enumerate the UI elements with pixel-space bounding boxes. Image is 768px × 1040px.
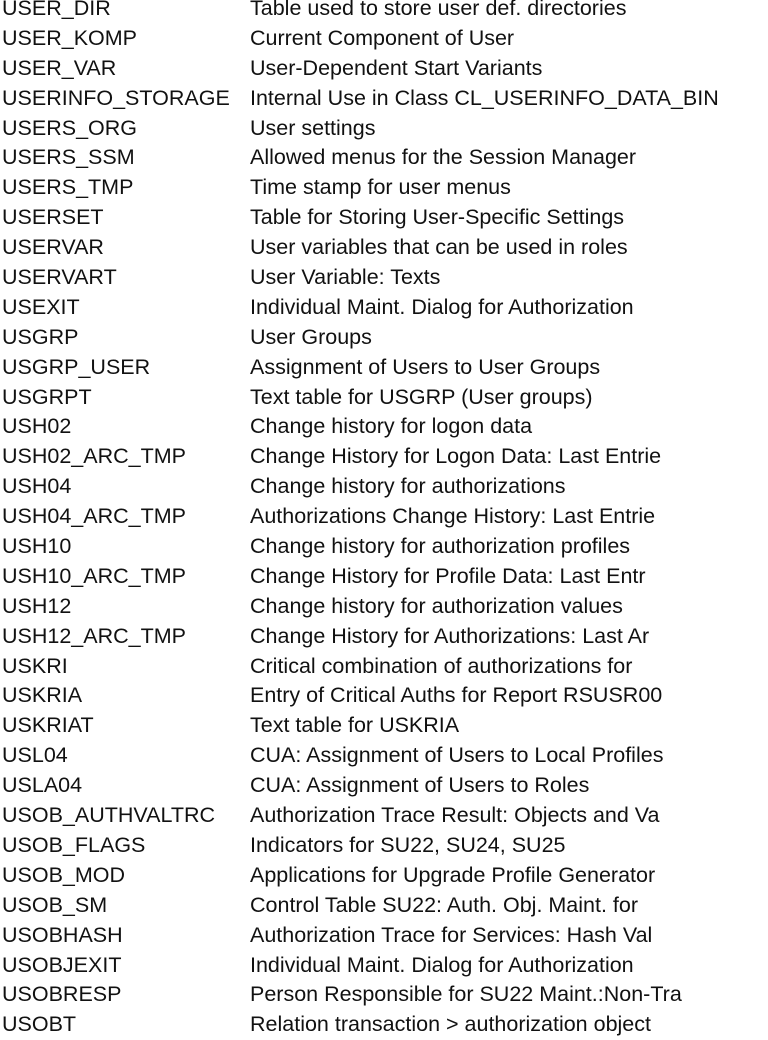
table-row xyxy=(0,652,768,682)
table-name: USKRIAT xyxy=(2,713,94,738)
table-description: Allowed menus for the Session Manager xyxy=(250,145,637,170)
table-description: Change history for authorization profiles xyxy=(250,534,631,559)
table-row xyxy=(0,143,768,173)
table-name: USERVART xyxy=(2,265,117,290)
table-description: Change history for authorization values xyxy=(250,593,623,618)
table-name: USKRIA xyxy=(2,683,83,708)
table-name: USH02_ARC_TMP xyxy=(2,444,186,469)
table-row xyxy=(0,980,768,1010)
table-description: Authorization Trace Result: Objects and Va xyxy=(250,803,660,828)
table-row xyxy=(0,801,768,831)
table-description: Table for Storing User-Specific Settings xyxy=(250,205,625,230)
table-name: USOBHASH xyxy=(2,922,123,947)
table-row xyxy=(0,681,768,711)
table-description: Change history for authorizations xyxy=(250,474,566,499)
table-description: User settings xyxy=(250,115,376,140)
table-name: USH12_ARC_TMP xyxy=(2,623,186,648)
table-row xyxy=(0,442,768,472)
table-name: USEXIT xyxy=(2,294,80,319)
table-description: User-Dependent Start Variants xyxy=(250,55,543,80)
table-name: USKRI xyxy=(2,653,68,678)
table-name: USOBRESP xyxy=(2,982,122,1007)
table-row xyxy=(0,24,768,54)
table-name: USERVAR xyxy=(2,235,104,260)
table-name: USH12 xyxy=(2,593,72,618)
table-row xyxy=(0,54,768,84)
table-name: USERS_ORG xyxy=(2,115,138,140)
table-description: User Variable: Texts xyxy=(250,265,441,290)
table-name: USOBJEXIT xyxy=(2,952,122,977)
table-description: Authorizations Change History: Last Entrie xyxy=(250,504,656,529)
table-description: Change History for Authorizations: Last Ar xyxy=(250,623,650,648)
table-description: Individual Maint. Dialog for Authorization xyxy=(250,294,634,319)
table-row xyxy=(0,831,768,861)
table-row xyxy=(0,323,768,353)
table-name: USER_KOMP xyxy=(2,25,138,50)
table-name: USH10 xyxy=(2,534,72,559)
table-name: USOB_AUTHVALTRC xyxy=(2,803,216,828)
table-row xyxy=(0,532,768,562)
table-name: USERS_TMP xyxy=(2,175,134,200)
table-name: USERINFO_STORAGE xyxy=(2,85,230,110)
table-description: User Groups xyxy=(250,324,372,349)
table-description: Table used to store user def. directories xyxy=(250,0,627,20)
table-description: Time stamp for user menus xyxy=(250,175,511,200)
table-row xyxy=(0,263,768,293)
table-description: CUA: Assignment of Users to Roles xyxy=(250,773,590,798)
table-row xyxy=(0,921,768,951)
table-name: USERSET xyxy=(2,205,104,230)
table-row xyxy=(0,203,768,233)
table-description: Change History for Profile Data: Last Entr xyxy=(250,563,646,588)
table-name: USH04_ARC_TMP xyxy=(2,504,186,529)
table-name: USGRPT xyxy=(2,384,92,409)
table-description: Entry of Critical Auths for Report RSUSR00 xyxy=(250,683,663,708)
table-description: Change history for logon data xyxy=(250,414,533,439)
table-row xyxy=(0,353,768,383)
table-name: USOB_FLAGS xyxy=(2,832,146,857)
table-name: USER_DIR xyxy=(2,0,111,20)
table-row xyxy=(0,412,768,442)
table-row xyxy=(0,951,768,981)
table-row xyxy=(0,0,768,24)
table-name: USOB_SM xyxy=(2,892,108,917)
table-description: Assignment of Users to User Groups xyxy=(250,354,601,379)
table-description: Relation transaction > authorization object xyxy=(250,1012,651,1037)
table-description: CUA: Assignment of Users to Local Profiles xyxy=(250,743,664,768)
table-description: Text table for USGRP (User groups) xyxy=(250,384,593,409)
table-row xyxy=(0,562,768,592)
table-row xyxy=(0,592,768,622)
table-name: USLA04 xyxy=(2,773,83,798)
table-name: USOB_MOD xyxy=(2,862,126,887)
table-description: Indicators for SU22, SU24, SU25 xyxy=(250,832,566,857)
table-description: Change History for Logon Data: Last Entrie xyxy=(250,444,662,469)
table-row xyxy=(0,891,768,921)
table-description: Individual Maint. Dialog for Authorization xyxy=(250,952,634,977)
table-row xyxy=(0,472,768,502)
table-description: Critical combination of authorizations for xyxy=(250,653,633,678)
table-name: USH10_ARC_TMP xyxy=(2,563,186,588)
table-description: Applications for Upgrade Profile Generator xyxy=(250,862,656,887)
table-name: USGRP_USER xyxy=(2,354,151,379)
table-row xyxy=(0,771,768,801)
table-row xyxy=(0,383,768,413)
table-name: USL04 xyxy=(2,743,68,768)
table-description: Internal Use in Class CL_USERINFO_DATA_BIN xyxy=(250,85,719,110)
table-row xyxy=(0,173,768,203)
table-row xyxy=(0,114,768,144)
table-description: Person Responsible for SU22 Maint.:Non-Tra xyxy=(250,982,682,1007)
table-name: USGRP xyxy=(2,324,79,349)
table-description: Authorization Trace for Services: Hash Val xyxy=(250,922,653,947)
table-name: USERS_SSM xyxy=(2,145,135,170)
table-name: USH04 xyxy=(2,474,72,499)
table-row xyxy=(0,293,768,323)
table-row xyxy=(0,502,768,532)
table-description: Text table for USKRIA xyxy=(250,713,460,738)
table-row xyxy=(0,84,768,114)
table-row xyxy=(0,741,768,771)
table-description: Current Component of User xyxy=(250,25,515,50)
table-name: USER_VAR xyxy=(2,55,117,80)
table-description: User variables that can be used in roles xyxy=(250,235,628,260)
table-row xyxy=(0,861,768,891)
table-row xyxy=(0,711,768,741)
table-row xyxy=(0,1010,768,1040)
table-row xyxy=(0,622,768,652)
table-description: Control Table SU22: Auth. Obj. Maint. for xyxy=(250,892,638,917)
table-name: USH02 xyxy=(2,414,72,439)
table-row xyxy=(0,233,768,263)
table-name: USOBT xyxy=(2,1012,77,1037)
